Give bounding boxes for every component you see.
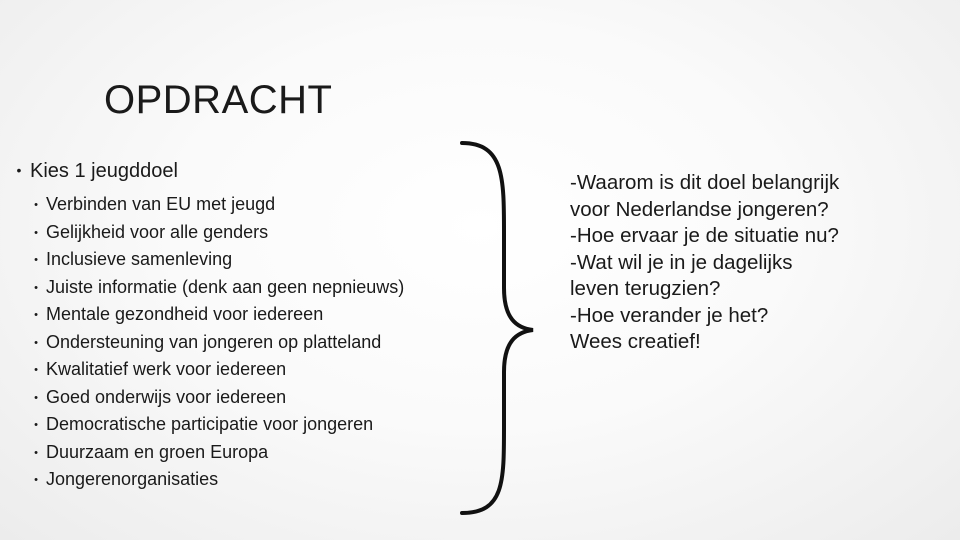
list-item: [26, 301, 404, 329]
bullet-icon: •: [34, 281, 38, 294]
goal-label: Kwalitatief werk voor iedereen: [46, 359, 287, 379]
curly-brace-icon: [458, 138, 538, 518]
goal-label: Verbinden van EU met jeugd: [46, 194, 276, 214]
list-item: [26, 466, 404, 494]
question-line: -Hoe ervaar je de situatie nu?: [570, 224, 839, 247]
bullet-icon: •: [16, 162, 22, 178]
goal-label: Inclusieve samenleving: [46, 249, 233, 269]
question-line: leven terugzien?: [570, 277, 721, 300]
bullet-icon: •: [34, 254, 38, 266]
list-item: [26, 384, 404, 412]
question-line: Wees creatief!: [570, 330, 701, 353]
bullet-icon: •: [34, 199, 38, 211]
bullet-icon: •: [34, 336, 38, 349]
goal-label: Juiste informatie (denk aan geen nepnieuws): [46, 276, 405, 297]
goal-label: Gelijkheid voor alle genders: [46, 221, 269, 242]
topic-heading: [8, 160, 178, 183]
goal-label: Goed onderwijs voor iedereen: [46, 386, 287, 407]
bullet-icon: •: [34, 364, 38, 376]
bullet-icon: •: [34, 474, 38, 486]
bullet-icon: •: [34, 446, 38, 459]
question-line: -Waarom is dit doel belangrijk: [570, 171, 840, 194]
question-line: voor Nederlandse jongeren?: [570, 197, 829, 221]
list-item: [26, 356, 404, 384]
bullet-icon: •: [34, 391, 38, 404]
bullet-icon: •: [34, 226, 38, 239]
bullet-icon: •: [34, 419, 38, 431]
list-item: [26, 411, 404, 439]
slide-title: OPDRACHT: [104, 78, 333, 122]
list-item: [26, 439, 404, 467]
goal-label: Duurzaam en groen Europa: [46, 441, 269, 462]
goal-label: Ondersteuning van jongeren op platteland: [46, 331, 382, 352]
topic-label: Kies 1 jeugddoel: [30, 160, 178, 182]
list-item: [26, 329, 404, 357]
goal-label: Jongerenorganisaties: [46, 469, 219, 489]
list-item: [26, 191, 404, 219]
bullet-icon: •: [34, 309, 38, 321]
list-item: [26, 219, 404, 247]
question-line: -Hoe verander je het?: [570, 303, 769, 327]
list-item: [26, 246, 404, 274]
question-line: -Wat wil je in je dagelijks: [570, 250, 793, 274]
goal-label: Mentale gezondheid voor iedereen: [46, 304, 324, 324]
goal-label: Democratische participatie voor jongeren: [46, 414, 374, 434]
list-item: [26, 274, 404, 302]
youth-goals-list: [26, 191, 404, 494]
reflection-questions: [570, 170, 839, 356]
